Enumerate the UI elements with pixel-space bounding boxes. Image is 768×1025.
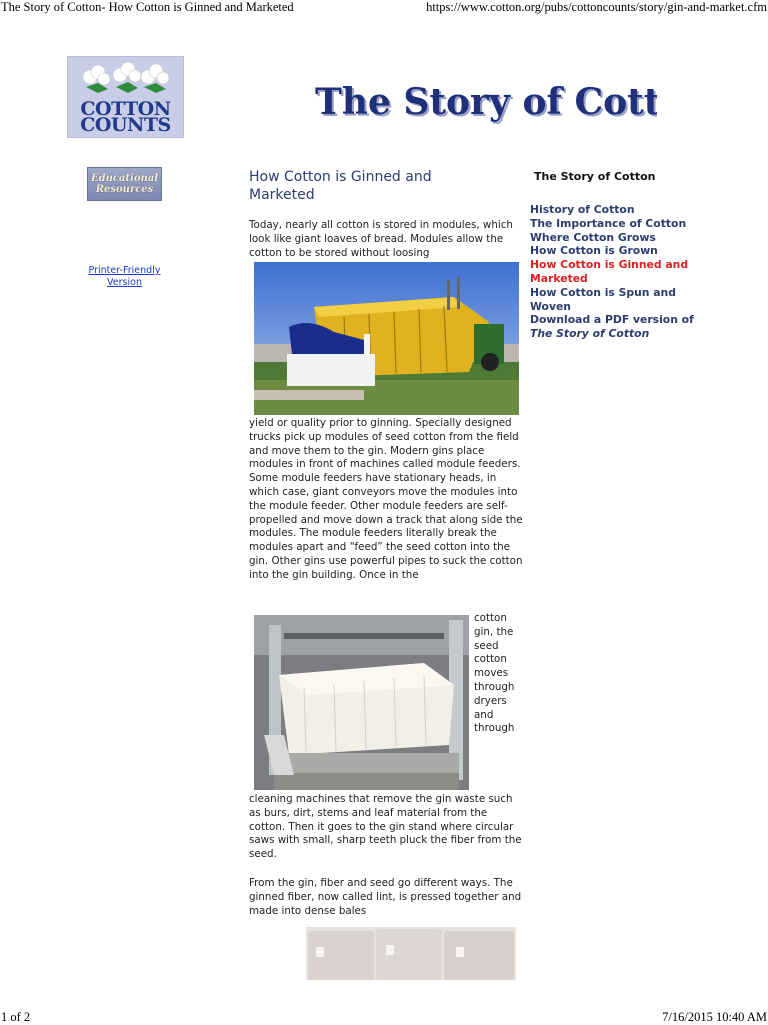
printer-friendly-line-2: Version bbox=[107, 277, 142, 288]
cotton-bales-photo bbox=[306, 927, 516, 980]
banner-shadow: The Story of Cott bbox=[317, 83, 657, 125]
cotton-gin-bale-photo bbox=[254, 615, 469, 790]
nav-how-cotton-is-spun[interactable]: How Cotton is Spun and Woven bbox=[530, 285, 676, 313]
nav-importance-of-cotton[interactable]: The Importance of Cotton bbox=[530, 216, 687, 230]
printer-friendly-link[interactable] bbox=[72, 265, 177, 289]
print-page-url: https://www.cotton.org/pubs/cottoncounts/story/gin-and-market.cfm bbox=[426, 0, 767, 14]
logo-line-2: COUNTS bbox=[80, 114, 171, 136]
article-paragraph-1: Today, nearly all cotton is stored in modules, which look like giant loaves of bread. Modules allow the cotton to be stored without loosing bbox=[249, 219, 513, 259]
cotton-counts-logo[interactable] bbox=[67, 56, 184, 138]
educational-resources-button[interactable] bbox=[87, 167, 162, 201]
printer-friendly-line-1: Printer-Friendly bbox=[88, 265, 161, 276]
nav-download-pdf-title: The Story of Cotton bbox=[530, 327, 650, 341]
nav-history-of-cotton[interactable]: History of Cotton bbox=[530, 203, 635, 216]
article-title: How Cotton is Ginned and Marketed bbox=[249, 169, 432, 203]
nav-where-cotton-grows[interactable]: Where Cotton Grows bbox=[530, 230, 656, 244]
edu-line-2: Resources bbox=[95, 184, 154, 195]
print-footer bbox=[0, 1010, 768, 1024]
article-paragraph-4: cleaning machines that remove the gin waste such as burs, dirt, stems and leaf material from the cotton. Then it goes to the gin stand where circular saws with small, sharp teeth pluck the fiber from the seed. bbox=[249, 793, 522, 861]
logo-line-1: COTTON bbox=[80, 98, 171, 120]
sidebar-title: The Story of Cotton bbox=[534, 170, 656, 183]
print-datetime: 7/16/2015 10:40 AM bbox=[662, 1010, 767, 1024]
nav-download-pdf-label: Download a PDF version of bbox=[530, 313, 694, 327]
print-page-number: 1 of 2 bbox=[1, 1010, 31, 1024]
module-feeder-photo bbox=[254, 262, 519, 415]
article-paragraph-5: From the gin, fiber and seed go different ways. The ginned fiber, now called lint, is pressed together and made into dense bales bbox=[249, 877, 522, 917]
article-paragraph-2: yield or quality prior to ginning. Specially designed trucks pick up modules of seed cotton from the field and move them to the gin. Modern gins place modules in front of machines called module feeders. Some module feeders have stationary heads, in which case, giant conveyors move the modules into the module feeder. Other module feeders are self-propelled and move down a track that along side the modules. The module feeders literally break the modules apart and “feed” the seed cotton into the gin. Other gins use powerful pipes to suck the cotton into the gin building. Once in the bbox=[249, 417, 523, 581]
nav-how-cotton-is-grown[interactable]: How Cotton is Grown bbox=[530, 244, 658, 258]
edu-line-1: Educational bbox=[90, 173, 159, 184]
nav-download-pdf[interactable] bbox=[530, 313, 710, 341]
story-of-cotton-banner bbox=[312, 64, 657, 132]
nav-how-cotton-is-ginned[interactable]: How Cotton is Ginned and Marketed bbox=[530, 258, 689, 285]
story-nav bbox=[530, 203, 710, 341]
article-paragraph-3: cotton gin, the seed cotton moves through dryers and through bbox=[474, 612, 515, 735]
print-page-title: The Story of Cotton- How Cotton is Ginned and Marketed bbox=[1, 0, 294, 14]
print-header bbox=[0, 0, 768, 16]
banner-text: The Story of Cott bbox=[315, 81, 657, 123]
